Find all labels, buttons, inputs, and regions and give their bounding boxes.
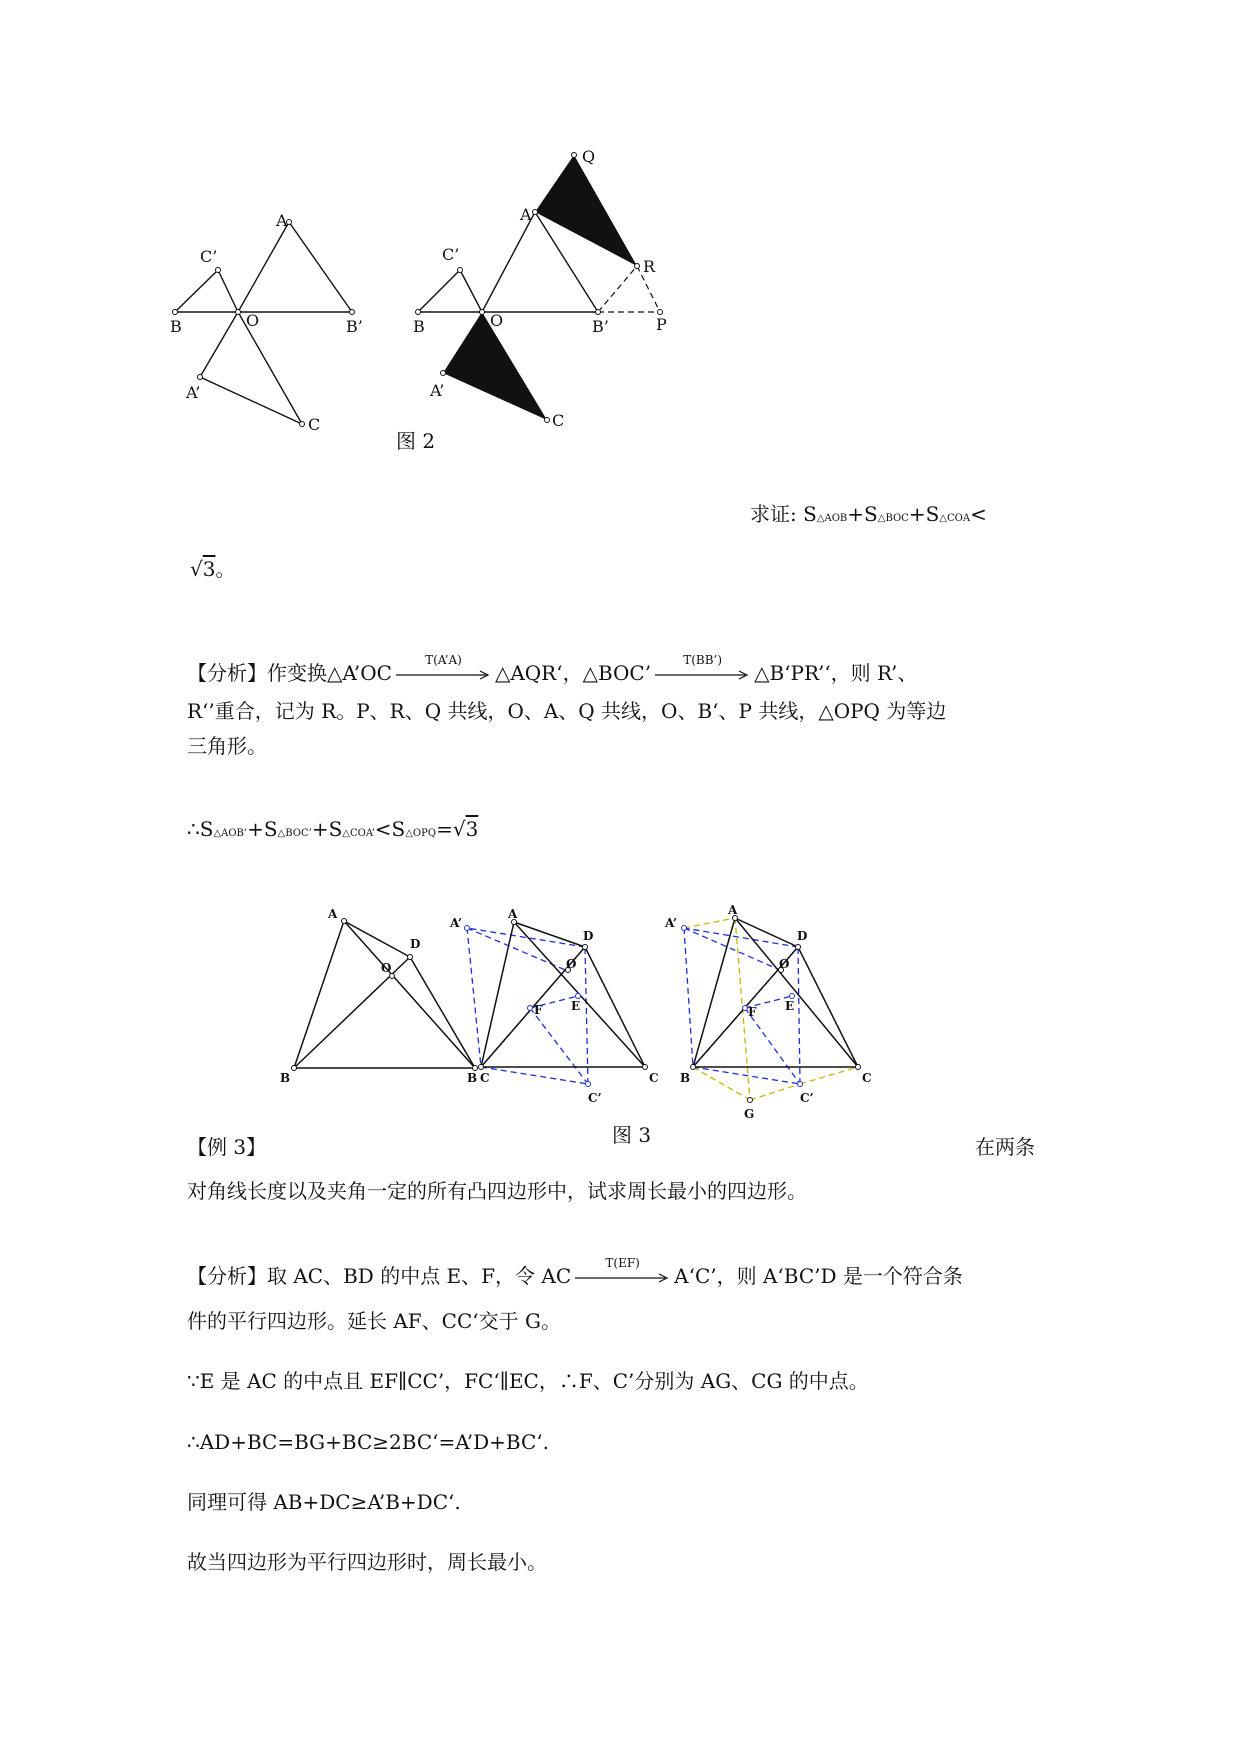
conclusion-line bbox=[187, 815, 478, 848]
subscript-coa: △COA bbox=[939, 513, 971, 524]
label-B: B bbox=[170, 317, 182, 336]
label-A: A bbox=[508, 907, 518, 921]
figure-2-right bbox=[413, 147, 667, 430]
label-A: A bbox=[276, 211, 288, 230]
transform-arrow bbox=[575, 1256, 670, 1285]
label-C: C bbox=[862, 1071, 872, 1085]
analysis-1-line-1 bbox=[187, 653, 918, 687]
analysis-text: △AQR‘，△BOC’ bbox=[494, 661, 652, 685]
analysis-text: 【分析】取 AC、BD 的中点 E、F，令 AC bbox=[187, 1264, 572, 1288]
figure-3-panel-3 bbox=[664, 903, 872, 1121]
s-symbol: S bbox=[199, 817, 214, 841]
plus-s: +S bbox=[908, 502, 940, 526]
inequality-line-2: 同理可得 AB+DC≥A’B+DC‘. bbox=[187, 1490, 461, 1514]
label-A: A bbox=[728, 903, 738, 917]
less-than-s: <S bbox=[374, 817, 406, 841]
subscript-opq: △OPQ bbox=[405, 828, 437, 839]
example-3-label: 【例 3】 bbox=[187, 1135, 267, 1159]
label-C: C bbox=[552, 411, 565, 430]
analysis-1-line-2: R‘’重合，记为 R。P、R、Q 共线，O、A、Q 共线，O、B‘、P 共线，△OPQ 为等边 bbox=[187, 699, 947, 723]
figure-3-panel-1 bbox=[280, 907, 490, 1085]
label-O: O bbox=[490, 311, 504, 330]
figure-3 bbox=[270, 890, 990, 1155]
subscript-aob: △AOB’ bbox=[213, 828, 248, 839]
example-3-right-text: 在两条 bbox=[975, 1135, 1035, 1159]
label-A: A bbox=[520, 205, 532, 224]
plus-s: +S bbox=[847, 502, 878, 526]
subscript-aob: △AOB bbox=[816, 513, 848, 524]
example-3-line-2: 对角线长度以及夹角一定的所有凸四边形中，试求周长最小的四边形。 bbox=[187, 1179, 807, 1203]
label-B: B bbox=[280, 1071, 291, 1085]
figure-2-caption: 图 2 bbox=[396, 429, 436, 453]
label-C-prime: C’ bbox=[442, 245, 460, 264]
subscript-boc: △BOC bbox=[877, 513, 909, 524]
label-D: D bbox=[410, 937, 421, 951]
figure-3-caption: 图 3 bbox=[612, 1123, 652, 1147]
transform-arrow bbox=[655, 653, 750, 682]
period: 。 bbox=[215, 557, 236, 581]
analysis-text: 作变换△A’OC bbox=[267, 661, 392, 685]
label-C: C bbox=[480, 1071, 490, 1085]
less-than: < bbox=[970, 502, 987, 526]
final-conclusion: 故当四边形为平行四边形时，周长最小。 bbox=[187, 1550, 547, 1574]
label-E: E bbox=[571, 999, 581, 1013]
inequality-line-1: ∴AD+BC=BG+BC≥2BC‘=A’D+BC‘. bbox=[187, 1430, 549, 1454]
label-D: D bbox=[583, 929, 594, 943]
figure-2 bbox=[170, 140, 730, 460]
label-B: B bbox=[413, 317, 425, 336]
subscript-coa: △COA’ bbox=[342, 828, 375, 839]
analysis-text: △B‘PR’‘，则 R’、 bbox=[754, 661, 918, 685]
sqrt-sign: √ bbox=[452, 817, 466, 841]
analysis-text: A‘C’，则 A‘BC’D 是一个符合条 bbox=[674, 1264, 963, 1288]
label-F: F bbox=[534, 1003, 543, 1017]
label-B-prime: B’ bbox=[592, 317, 609, 336]
label-B-prime: B’ bbox=[346, 317, 363, 336]
sqrt-three-line bbox=[190, 555, 235, 583]
sqrt-value: 3 bbox=[202, 557, 216, 581]
analysis-2-line-1 bbox=[187, 1256, 963, 1290]
sqrt-sign: √ bbox=[190, 557, 203, 581]
label-C-prime: C’ bbox=[588, 1091, 602, 1105]
label-C-prime: C’ bbox=[200, 247, 218, 266]
label-D: D bbox=[797, 929, 808, 943]
analysis-bracket: 【分析】 bbox=[187, 661, 267, 685]
label-C: C bbox=[649, 1071, 659, 1085]
label-O: O bbox=[246, 311, 260, 330]
s-symbol: S bbox=[803, 502, 817, 526]
label-C: C bbox=[308, 415, 321, 434]
label-O: O bbox=[779, 957, 790, 971]
label-A-prime: A’ bbox=[430, 381, 445, 400]
transform-arrow-label: T(BB’) bbox=[683, 653, 723, 667]
label-C-prime: C’ bbox=[800, 1091, 814, 1105]
because-line: ∵E 是 AC 的中点且 EF∥CC’，FC‘∥EC，∴F、C’分别为 AG、CG 的中点。 bbox=[187, 1369, 869, 1393]
label-O: O bbox=[566, 957, 577, 971]
label-B: B bbox=[467, 1071, 478, 1085]
label-P: P bbox=[656, 315, 667, 334]
transform-arrow bbox=[396, 653, 491, 682]
label-E: E bbox=[785, 999, 795, 1013]
filled-triangle-AQR bbox=[535, 155, 637, 266]
subscript-boc: △BOC’ bbox=[277, 828, 312, 839]
analysis-2-line-2: 件的平行四边形。延长 AF、CC‘交于 G。 bbox=[187, 1309, 561, 1333]
therefore-symbol: ∴ bbox=[187, 817, 200, 841]
label-G: G bbox=[744, 1107, 755, 1121]
transform-arrow-label: T(A’A) bbox=[425, 653, 462, 667]
prove-prefix: 求证: bbox=[750, 502, 797, 526]
label-O: O bbox=[381, 961, 392, 975]
label-B: B bbox=[680, 1071, 691, 1085]
label-A: A bbox=[328, 907, 338, 921]
label-A-prime: A’ bbox=[186, 383, 201, 402]
plus-s: +S bbox=[311, 817, 343, 841]
plus-s: +S bbox=[247, 817, 278, 841]
equals: = bbox=[436, 817, 453, 841]
sqrt-value: 3 bbox=[465, 817, 479, 841]
label-R: R bbox=[643, 257, 656, 276]
label-A-prime: A’ bbox=[665, 916, 678, 930]
label-Q: Q bbox=[582, 147, 596, 166]
analysis-1-line-3: 三角形。 bbox=[187, 734, 267, 758]
prove-statement bbox=[750, 500, 987, 533]
label-A-prime: A’ bbox=[450, 916, 463, 930]
transform-arrow-label: T(EF) bbox=[605, 1256, 640, 1270]
label-F: F bbox=[748, 1005, 757, 1019]
